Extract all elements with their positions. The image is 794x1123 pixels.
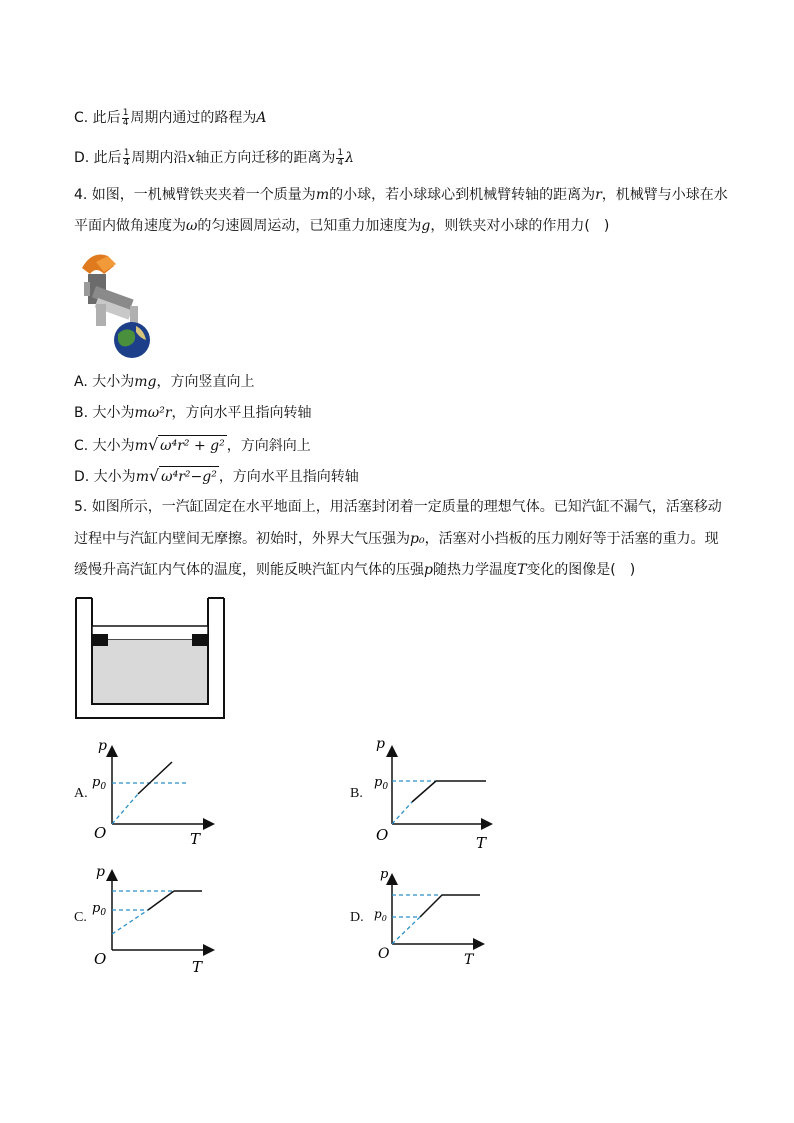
robot-arm-image <box>74 248 154 358</box>
graph-b-label: B. <box>350 786 363 801</box>
svg-text:O: O <box>376 826 389 844</box>
q4-option-c: C. 大小为m√ ω⁴r² + g² ，方向斜向上 <box>74 435 311 454</box>
graph-d-label: D. <box>350 910 364 925</box>
svg-text:p0: $p_0$ <box>374 775 389 792</box>
svg-text:O: O <box>378 946 390 962</box>
svg-text:T: T <box>476 834 487 850</box>
q4-stem-line2: 平面内做角速度为ω的匀速圆周运动，已知重力加速度为g，则铁夹对小球的作用力( ) <box>74 218 610 234</box>
svg-text:p0: $p_0$ <box>374 907 387 923</box>
q4-option-b: B. 大小为mω²r，方向水平且指向转轴 <box>74 405 312 421</box>
fraction-quarter: $\frac{1}{4}$ <box>122 107 129 128</box>
q5-stem-line2: 过程中与汽缸内壁间无摩擦。初始时，外界大气压强为p₀，活塞对小挡板的压力刚好等于活塞的重力。现 <box>74 531 719 547</box>
svg-text:p: p <box>96 864 105 880</box>
stopper-left <box>92 634 108 646</box>
svg-text:O: O <box>94 950 107 968</box>
q5-stem-line3: 缓慢升高汽缸内气体的温度，则能反映汽缸内气体的压强p随热力学温度T变化的图像是( ) <box>74 562 636 578</box>
svg-text:p: p <box>98 738 107 754</box>
q5-stem-line1: 5. 如图所示，一汽缸固定在水平地面上，用活塞封闭着一定质量的理想气体。已知汽缸不漏气，活塞移动 <box>74 499 722 515</box>
svg-text:T: T <box>190 830 201 848</box>
svg-text:T: T <box>464 952 474 968</box>
svg-text:p0: $p_0$ <box>92 901 107 918</box>
graph-d <box>364 858 504 974</box>
svg-text:p: p <box>376 736 385 752</box>
stopper-right <box>192 634 208 646</box>
graph-a <box>88 734 228 850</box>
graph-b <box>364 734 504 850</box>
cylinder-diagram <box>74 596 230 722</box>
svg-text:p0: $p_0$ <box>92 775 107 792</box>
q3-option-c: C. 此后 $\frac{1}{4}$ 周期内通过的路程为A <box>74 107 267 128</box>
q3-option-d: D. 此后 $\frac{1}{4}$ 周期内沿x轴正方向迁移的距离为 $\frac{1}{4}$ λ <box>74 147 354 168</box>
gas-region <box>93 640 207 703</box>
svg-text:p: p <box>380 867 389 882</box>
q4-stem-line1: 4. 如图，一机械臂铁夹夹着一个质量为m的小球，若小球球心到机械臂转轴的距离为r，机械臂与小球在水 <box>74 187 728 203</box>
q4-option-a: A. 大小为mg，方向竖直向上 <box>74 374 255 390</box>
graph-c <box>88 858 228 974</box>
svg-text:O: O <box>94 824 107 842</box>
svg-text:T: T <box>192 958 203 974</box>
graph-c-label: C. <box>74 910 87 925</box>
q4-option-d: D. 大小为m√ ω⁴r²−g² ，方向水平且指向转轴 <box>74 466 359 485</box>
graph-a-label: A. <box>74 786 88 801</box>
piston <box>92 626 208 640</box>
